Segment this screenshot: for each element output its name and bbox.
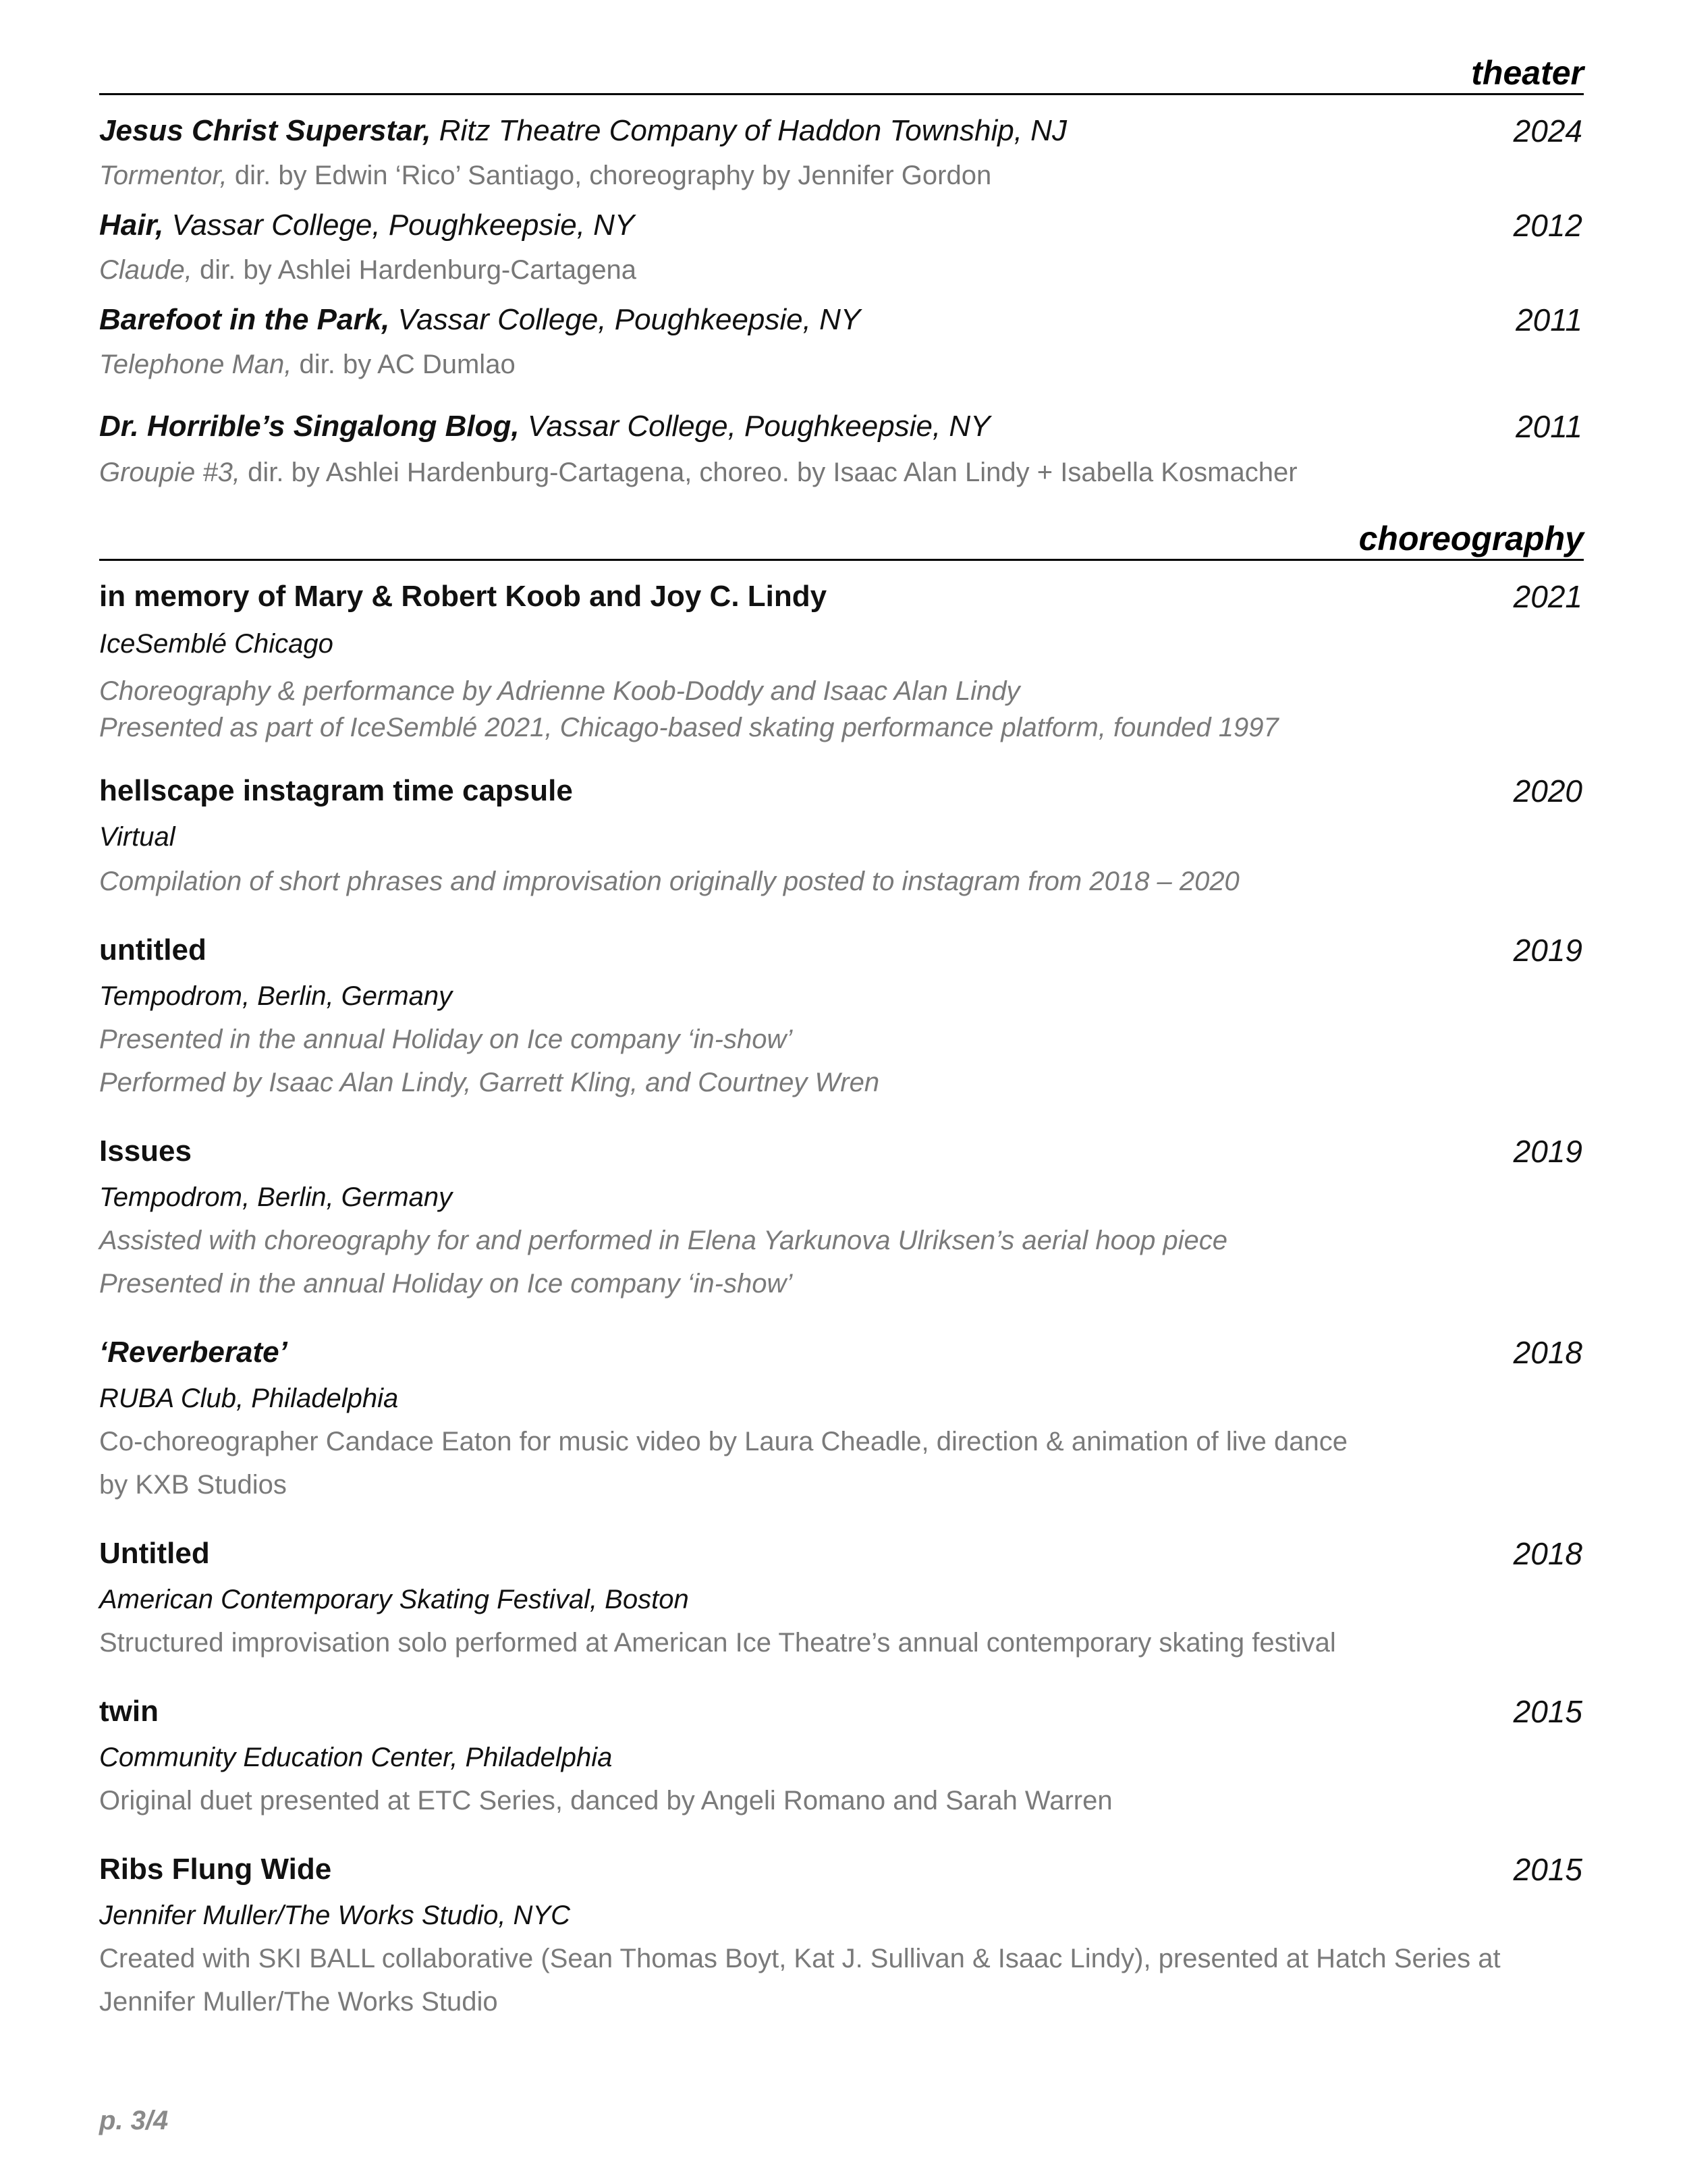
work-description-line: Choreography & performance by Adrienne Koob-Doddy and Isaac Alan Lindy (99, 676, 1020, 706)
theater-entry-role-row (99, 454, 1584, 491)
production-title: Dr. Horrible’s Singalong Blog, (99, 410, 520, 443)
entry-year: 2019 (1513, 933, 1582, 968)
work-description-line: Co-choreographer Candace Eaton for music video by Laura Cheadle, direction & animation of live dance (99, 1427, 1348, 1456)
theater-entry-title-row (99, 408, 1584, 445)
page-number: p. 3/4 (99, 2106, 169, 2135)
work-title: ‘Reverberate’ (99, 1336, 287, 1369)
section-heading-choreography (99, 518, 1584, 561)
work-description-line: Structured improvisation solo performed at American Ice Theatre’s annual contemporary skating festival (99, 1628, 1336, 1658)
section-heading-text: theater (1471, 54, 1584, 92)
role-name: Claude, (99, 255, 192, 285)
role-credits: dir. by Ashlei Hardenburg-Cartagena, choreo. by Isaac Alan Lindy + Isabella Kosmacher (248, 458, 1298, 487)
entry-year: 2018 (1513, 1536, 1582, 1571)
work-location: Tempodrom, Berlin, Germany (99, 981, 453, 1011)
theater-entry-title-row (99, 207, 1584, 244)
role-name: Tormentor, (99, 161, 227, 190)
work-location: Virtual (99, 822, 175, 852)
work-description-line: Presented in the annual Holiday on Ice company ‘in-show’ (99, 1269, 793, 1299)
entry-year: 2011 (1516, 409, 1582, 444)
work-title: in memory of Mary & Robert Koob and Joy C. Lindy (99, 580, 827, 613)
work-location: Community Education Center, Philadelphia (99, 1743, 613, 1772)
theater-entry-title-row (99, 301, 1584, 339)
choreography-entry-title-row (99, 1535, 1584, 1573)
entry-year: 2012 (1513, 208, 1582, 243)
choreography-entry-title-row (99, 1851, 1584, 1888)
work-description-line: Created with SKI BALL collaborative (Sean Thomas Boyt, Kat J. Sullivan & Isaac Lindy), presented at Hatch Series at (99, 1944, 1501, 1973)
work-title: Issues (99, 1135, 192, 1168)
role-credits: dir. by Edwin ‘Rico’ Santiago, choreography by Jennifer Gordon (234, 161, 992, 190)
entry-year: 2015 (1513, 1852, 1582, 1887)
production-venue: Vassar College, Poughkeepsie, NY (527, 410, 991, 443)
section-heading-theater (99, 53, 1584, 95)
production-title: Jesus Christ Superstar, (99, 114, 431, 147)
work-location: Jennifer Muller/The Works Studio, NYC (99, 1901, 571, 1930)
theater-entry-role-row (99, 157, 1584, 194)
role-credits: dir. by AC Dumlao (299, 350, 516, 379)
work-description-line: Compilation of short phrases and improvisation originally posted to instagram from 2018 – 2020 (99, 867, 1240, 896)
entry-year: 2024 (1513, 113, 1582, 148)
work-description-line: Performed by Isaac Alan Lindy, Garrett Kling, and Courtney Wren (99, 1068, 880, 1097)
entry-year: 2015 (1513, 1694, 1582, 1729)
entry-year: 2020 (1513, 773, 1582, 809)
production-venue: Vassar College, Poughkeepsie, NY (397, 303, 861, 336)
section-heading-text: choreography (1358, 520, 1584, 557)
production-venue: Vassar College, Poughkeepsie, NY (171, 209, 635, 242)
work-description-line: Jennifer Muller/The Works Studio (99, 1987, 498, 2017)
work-title: twin (99, 1695, 159, 1728)
resume-page (99, 0, 1584, 2184)
work-location: RUBA Club, Philadelphia (99, 1384, 399, 1413)
work-location: American Contemporary Skating Festival, Boston (99, 1585, 689, 1614)
role-name: Telephone Man, (99, 350, 292, 379)
choreography-entry-title-row (99, 1334, 1584, 1371)
choreography-entry-title-row (99, 578, 1584, 616)
entry-year: 2011 (1516, 302, 1582, 337)
choreography-entry-title-row (99, 931, 1584, 969)
production-venue: Ritz Theatre Company of Haddon Township, NJ (439, 114, 1067, 147)
work-location: IceSemblé Chicago (99, 629, 333, 659)
work-title: hellscape instagram time capsule (99, 774, 573, 807)
role-credits: dir. by Ashlei Hardenburg-Cartagena (200, 255, 637, 285)
work-title: Ribs Flung Wide (99, 1853, 332, 1886)
entry-year: 2019 (1513, 1134, 1582, 1169)
work-description-line: by KXB Studios (99, 1470, 287, 1500)
role-name: Groupie #3, (99, 458, 241, 487)
theater-entry-title-row (99, 112, 1584, 150)
production-title: Barefoot in the Park, (99, 303, 390, 336)
work-description-line: Original duet presented at ETC Series, danced by Angeli Romano and Sarah Warren (99, 1786, 1113, 1816)
theater-entry-role-row (99, 346, 1584, 383)
theater-entry-role-row (99, 251, 1584, 289)
work-location: Tempodrom, Berlin, Germany (99, 1182, 453, 1212)
choreography-entry-title-row (99, 1132, 1584, 1170)
work-description-line: Assisted with choreography for and performed in Elena Yarkunova Ulriksen’s aerial hoop piece (99, 1226, 1228, 1255)
work-description-line: Presented in the annual Holiday on Ice company ‘in-show’ (99, 1025, 793, 1054)
work-description-line: Presented as part of IceSemblé 2021, Chicago-based skating performance platform, founded 1997 (99, 713, 1279, 742)
work-title: untitled (99, 933, 206, 966)
entry-year: 2021 (1513, 579, 1582, 614)
production-title: Hair, (99, 209, 164, 242)
choreography-entry-title-row (99, 1693, 1584, 1730)
choreography-entry-title-row (99, 772, 1584, 810)
work-title: Untitled (99, 1537, 210, 1570)
entry-year: 2018 (1513, 1335, 1582, 1370)
